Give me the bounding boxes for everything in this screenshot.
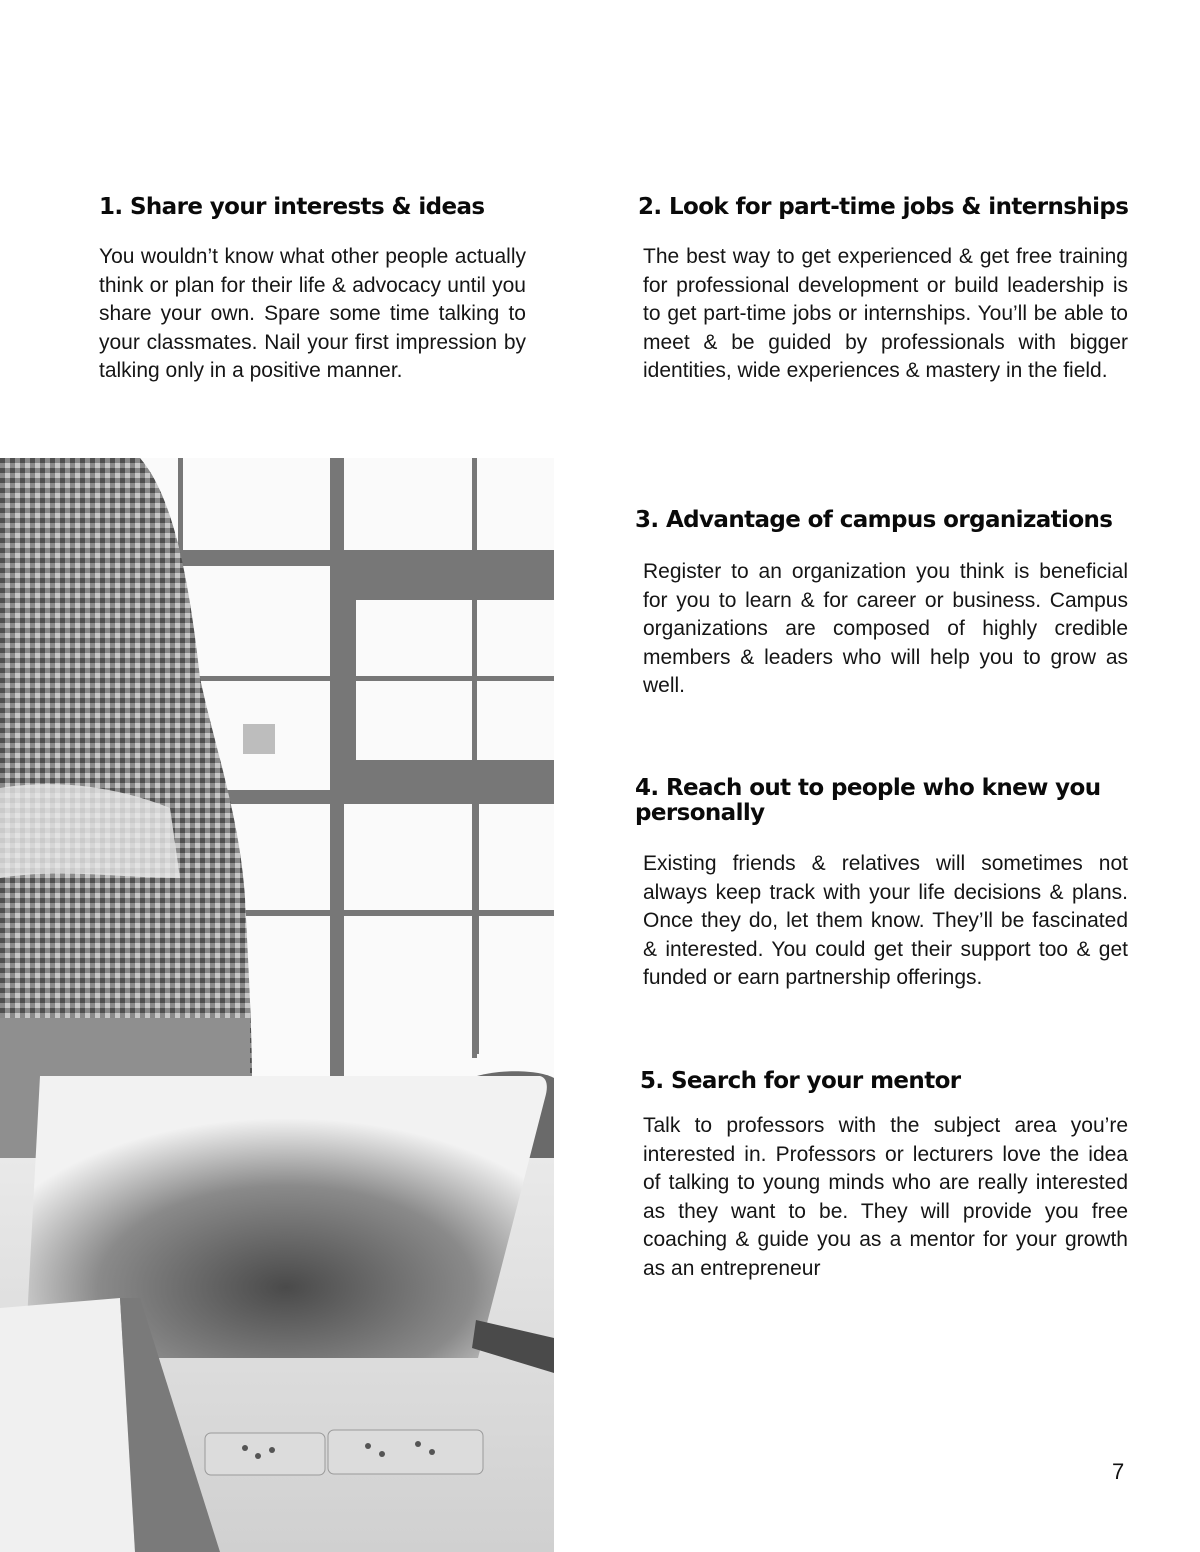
section-2-heading: 2. Look for part-time jobs & internships	[638, 194, 1129, 220]
section-2-body: The best way to get experienced & get free training for professional development or build leadership is to get part-time jobs or internships. You’ll be able to meet & be guided by professionals with bigger identities, wide experiences & mastery in the field.	[643, 245, 1128, 383]
section-1-body: You wouldn’t know what other people actually think or plan for their life & advocacy until you share your own. Spare some time talking to your classmates. Nail your first impression by talking only in a positive manner.	[99, 245, 526, 383]
section-5-heading: 5. Search for your mentor	[640, 1068, 961, 1094]
section-4-heading: 4. Reach out to people who knew you personally	[635, 775, 1101, 826]
section-4-body: Existing friends & relatives will sometimes not always keep track with your life decisions & plans. Once they do, let them know. They’ll be fascinated & interested. You could get their support too & get funded or earn partnership offerings.	[643, 852, 1128, 990]
section-1-heading: 1. Share your interests & ideas	[99, 194, 485, 220]
page-number: 7	[1112, 1459, 1125, 1484]
section-5-body: Talk to professors with the subject area you’re interested in. Professors or lecturers love the idea of talking to young minds who are really interested as they want to be. They will provide you free coaching & guide you as a mentor for your growth as an entrepreneur	[643, 1114, 1128, 1280]
office-photo	[0, 458, 554, 1552]
section-3-body: Register to an organization you think is beneficial for you to learn & for career or business. Campus organizations are composed of highly credible members & leaders who will help you to grow as well.	[643, 560, 1128, 698]
section-3-heading: 3. Advantage of campus organizations	[635, 507, 1113, 533]
